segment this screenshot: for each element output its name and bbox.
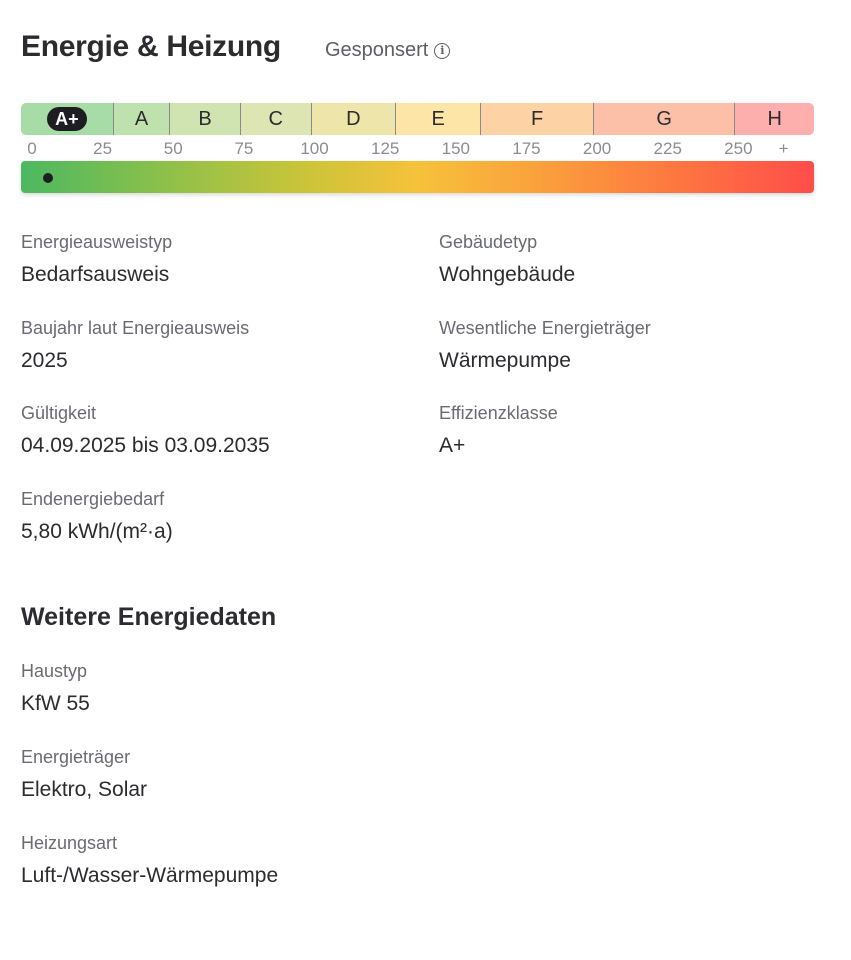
class-label: E <box>431 107 445 130</box>
detail-value: 04.09.2025 bis 03.09.2035 <box>21 434 270 457</box>
detail-haustyp <box>21 661 421 716</box>
class-segment-a-plus <box>21 103 114 135</box>
detail-label: Baujahr laut Energieausweis <box>21 318 250 338</box>
detail-energieausweistyp <box>21 232 421 287</box>
section-title-weitere-energiedaten: Weitere Energiedaten <box>21 603 277 631</box>
class-label: D <box>346 107 361 130</box>
energy-scale <box>21 103 814 193</box>
scale-tick: 0 <box>27 139 37 158</box>
energy-gradient-bar <box>21 161 814 193</box>
detail-endenergiebedarf <box>21 489 421 544</box>
scale-tick: 125 <box>370 139 400 158</box>
detail-value: Bedarfsausweis <box>21 263 170 286</box>
detail-label: Gebäudetyp <box>439 232 538 252</box>
detail-label: Effizienzklasse <box>439 403 558 423</box>
page-title: Energie & Heizung <box>21 30 281 63</box>
class-segment-c <box>241 103 312 135</box>
sponsored-text: Gesponsert <box>324 39 429 61</box>
detail-label: Energieausweistyp <box>21 232 173 252</box>
class-segment-a <box>114 103 171 135</box>
scale-ticks <box>21 135 814 161</box>
scale-tick: 200 <box>582 139 612 158</box>
scale-tick: 25 <box>93 139 113 158</box>
detail-energietraeger-weitere <box>21 747 421 802</box>
detail-value: Elektro, Solar <box>21 778 148 801</box>
class-label: B <box>198 107 212 130</box>
class-segment-b <box>170 103 241 135</box>
header <box>21 30 450 64</box>
detail-value: Luft-/Wasser-Wärmepumpe <box>21 864 279 887</box>
class-label: A+ <box>47 107 87 131</box>
class-label: F <box>530 107 544 130</box>
class-segment-h <box>735 103 814 135</box>
detail-value: 5,80 kWh/(m²·a) <box>21 520 173 543</box>
info-icon[interactable]: i <box>434 43 450 59</box>
scale-tick: 75 <box>234 139 254 158</box>
class-segment-e <box>396 103 481 135</box>
class-segment-g <box>594 103 735 135</box>
detail-energietraeger <box>439 318 839 373</box>
scale-tick: 175 <box>512 139 541 158</box>
detail-label: Heizungsart <box>21 833 118 853</box>
detail-value: KfW 55 <box>21 692 90 715</box>
detail-gebaeudetyp <box>439 232 839 287</box>
detail-label: Wesentliche Energieträger <box>439 318 651 338</box>
detail-value: Wärmepumpe <box>439 349 571 372</box>
detail-label: Haustyp <box>21 661 88 681</box>
class-label: G <box>656 107 672 130</box>
efficiency-class-row <box>21 103 814 135</box>
detail-heizungsart <box>21 833 421 888</box>
detail-effizienzklasse <box>439 403 839 458</box>
detail-label: Energieträger <box>21 747 131 767</box>
class-segment-f <box>481 103 594 135</box>
scale-tick: 225 <box>653 139 682 158</box>
class-label: H <box>767 107 782 130</box>
detail-label: Gültigkeit <box>21 403 97 423</box>
scale-tick: 50 <box>163 139 183 158</box>
class-label: C <box>268 107 283 130</box>
detail-baujahr <box>21 318 421 373</box>
energy-value-marker <box>43 173 53 183</box>
detail-value: Wohngebäude <box>439 263 576 286</box>
scale-tick: 250 <box>724 139 753 158</box>
detail-label: Endenergiebedarf <box>21 489 165 509</box>
detail-value: A+ <box>439 434 466 457</box>
detail-gueltigkeit <box>21 403 421 458</box>
class-segment-d <box>312 103 397 135</box>
detail-value: 2025 <box>21 349 68 372</box>
class-label: A <box>134 107 149 130</box>
scale-tick: 100 <box>300 139 329 158</box>
scale-tick: 150 <box>441 139 470 158</box>
scale-tick: + <box>778 139 789 158</box>
sponsored-label <box>325 39 450 62</box>
